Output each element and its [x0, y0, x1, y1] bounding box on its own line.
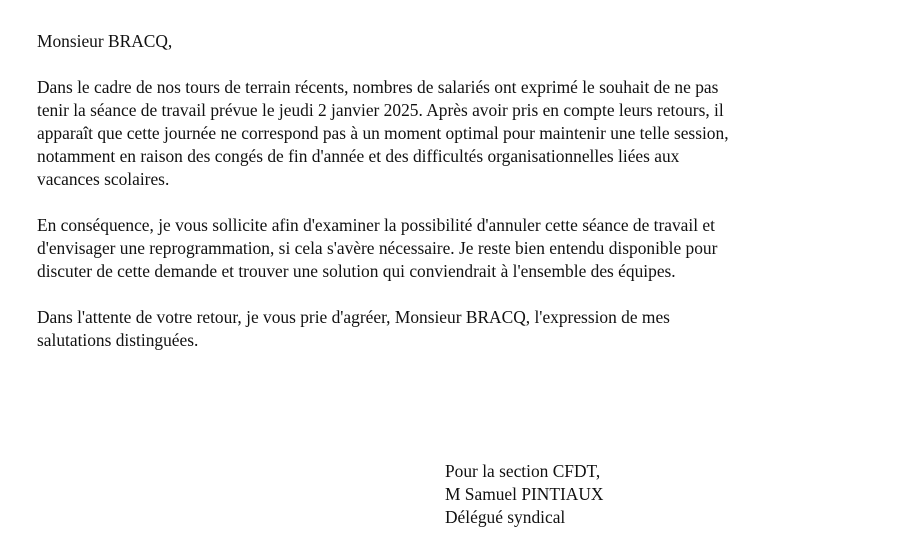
paragraph-line: En conséquence, je vous sollicite afin d'examiner la possibilité d'annuler cette séance de travail et [37, 215, 715, 235]
salutation: Monsieur BRACQ, [37, 31, 173, 51]
signature-role: Délégué syndical [445, 507, 566, 527]
paragraph-2 [37, 214, 857, 283]
signature-organization: Pour la section CFDT, [445, 461, 601, 481]
paragraph-line: Dans l'attente de votre retour, je vous prie d'agréer, Monsieur BRACQ, l'expression de mes [37, 307, 670, 327]
spacer [37, 191, 857, 214]
paragraph-line: tenir la séance de travail prévue le jeudi 2 janvier 2025. Après avoir pris en compte leurs retours, il [37, 100, 724, 120]
paragraph-line: salutations distinguées. [37, 330, 199, 350]
spacer [37, 283, 857, 306]
signature-block [445, 460, 865, 529]
paragraph-line: vacances scolaires. [37, 169, 170, 189]
paragraph-1 [37, 76, 857, 191]
letter-body [37, 30, 857, 352]
paragraph-line: discuter de cette demande et trouver une solution qui conviendrait à l'ensemble des équipes. [37, 261, 676, 281]
paragraph-line: d'envisager une reprogrammation, si cela s'avère nécessaire. Je reste bien entendu disponible pour [37, 238, 718, 258]
spacer [37, 53, 857, 76]
paragraph-line: apparaît que cette journée ne correspond pas à un moment optimal pour maintenir une telle session, [37, 123, 729, 143]
paragraph-line: notamment en raison des congés de fin d'année et des difficultés organisationnelles liées aux [37, 146, 680, 166]
paragraph-line: Dans le cadre de nos tours de terrain récents, nombres de salariés ont exprimé le souhait de ne pas [37, 77, 719, 97]
signature-name: M Samuel PINTIAUX [445, 484, 604, 504]
paragraph-3 [37, 306, 857, 352]
